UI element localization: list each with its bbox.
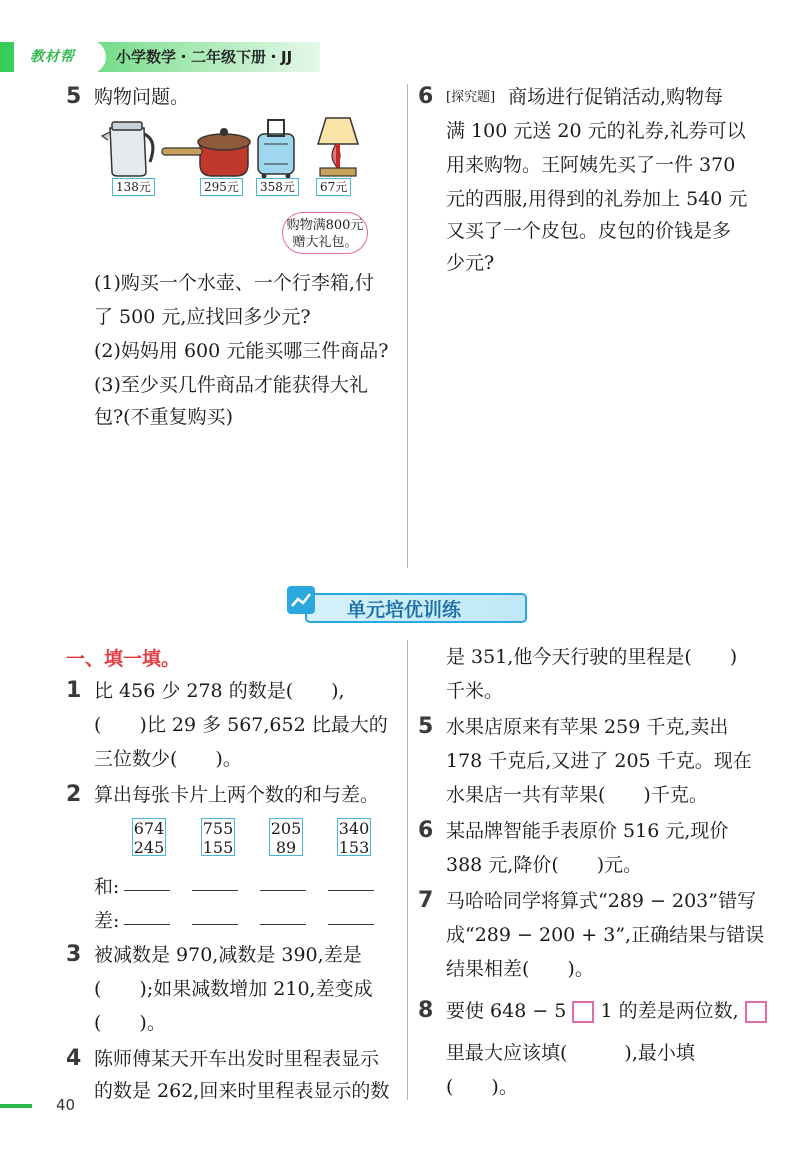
promo-bubble-line1: 购物满800元	[286, 218, 364, 233]
rq6-line-2: 388 元,降价( )元。	[446, 854, 643, 876]
part-one-title: 一、填一填。	[66, 648, 181, 670]
sum-blank-3[interactable]	[260, 890, 306, 891]
q6-line-4: 又买了一个皮包。皮包的价钱是多	[446, 220, 732, 242]
rq8-text-b: 1 的差是两位数,	[600, 1000, 739, 1022]
rq7-line-1: 马哈哈同学将算式“289 − 203”错写	[446, 890, 756, 912]
sum-blank-4[interactable]	[328, 890, 374, 891]
suitcase-icon	[258, 120, 294, 179]
q5-title: 购物问题。	[94, 86, 190, 108]
rq7-line-2: 成“289 − 200 + 3”,正确结果与错误	[446, 924, 765, 946]
footer-bar	[0, 1104, 32, 1108]
card-4-top: 340	[338, 819, 370, 838]
column-divider-bottom	[407, 640, 408, 1100]
kettle-icon	[102, 122, 153, 176]
rq6-line-1: 某品牌智能手表原价 516 元,现价	[446, 820, 729, 842]
promo-bubble	[282, 212, 368, 254]
price-tag-kettle: 138元	[112, 178, 155, 196]
number-card-2	[201, 818, 235, 856]
lq1-line-1: 比 456 少 278 的数是( ),	[94, 680, 345, 702]
diff-blank-2[interactable]	[192, 924, 238, 925]
card-1-bottom: 245	[133, 838, 165, 857]
q5-line-4: (3)至少买几件商品才能获得大礼	[94, 374, 368, 396]
header-title: 小学数学・二年级下册・JJ	[116, 48, 293, 66]
rq4-cont-line-2: 千米。	[446, 680, 504, 702]
q6-line-5: 少元?	[446, 252, 495, 274]
section-banner-title: 单元培优训练	[347, 599, 462, 621]
q5-line-1: (1)购买一个水壶、一个行李箱,付	[94, 272, 374, 294]
diff-label: 差:	[94, 910, 120, 932]
promo-bubble-line2: 赠大礼包。	[292, 235, 358, 250]
sum-blank-2[interactable]	[192, 890, 238, 891]
q6-number: 6	[418, 84, 434, 109]
section-banner	[287, 586, 527, 626]
lq1-line-3: 三位数少( )。	[94, 748, 242, 770]
lq3-number: 3	[66, 942, 82, 967]
diff-blank-3[interactable]	[260, 924, 306, 925]
rq6-number: 6	[418, 818, 434, 843]
header-tag-label: 教材帮	[30, 49, 75, 65]
header-tag	[14, 40, 106, 74]
pot-icon	[162, 128, 250, 176]
rq8-number: 8	[418, 998, 434, 1023]
lq3-line-1: 被减数是 970,减数是 390,差是	[94, 944, 362, 966]
card-4-bottom: 153	[338, 838, 370, 857]
rq5-line-1: 水果店原来有苹果 259 千克,卖出	[446, 716, 729, 738]
trend-chart-icon	[287, 586, 315, 614]
rq7-line-3: 结果相差( )。	[446, 958, 594, 980]
rq8-line-3: ( )。	[446, 1076, 518, 1098]
price-tag-suitcase: 358元	[256, 178, 299, 196]
lq4-number: 4	[66, 1046, 82, 1071]
card-1-top: 674	[133, 819, 165, 838]
lq4-line-2: 的数是 262,回来时里程表显示的数	[94, 1080, 390, 1102]
card-3-bottom: 89	[275, 838, 297, 857]
lq4-line-1: 陈师傅某天开车出发时里程表显示	[94, 1048, 380, 1070]
diff-blank-1[interactable]	[124, 924, 170, 925]
q5-number: 5	[66, 84, 82, 109]
lamp-icon	[318, 118, 358, 176]
number-card-3	[269, 818, 303, 856]
rq5-number: 5	[418, 714, 434, 739]
rq5-line-3: 水果店一共有苹果( )千克。	[446, 784, 708, 806]
number-card-4	[337, 818, 371, 856]
lq2-number: 2	[66, 782, 82, 807]
lq3-line-2: ( );如果减数增加 210,差变成	[94, 978, 373, 1000]
sum-blank-1[interactable]	[124, 890, 170, 891]
diff-blank-4[interactable]	[328, 924, 374, 925]
products-illustration	[100, 114, 390, 180]
page-number: 40	[56, 1096, 76, 1114]
digit-box-1[interactable]	[572, 1001, 594, 1023]
q5-line-3: (2)妈妈用 600 元能买哪三件商品?	[94, 340, 389, 362]
rq8-text-a: 要使 648 − 5	[446, 1000, 567, 1022]
rq5-line-2: 178 千克后,又进了 205 千克。现在	[446, 750, 752, 772]
lq1-number: 1	[66, 678, 82, 703]
rq8-line-2: 里最大应该填( ),最小填	[446, 1042, 695, 1064]
q6-line-3: 元的西服,用得到的礼券加上 540 元	[446, 188, 748, 210]
column-divider-top	[407, 84, 408, 568]
digit-box-2[interactable]	[745, 1001, 767, 1023]
lq3-line-3: ( )。	[94, 1012, 166, 1034]
q6-line-2: 用来购物。王阿姨先买了一件 370	[446, 154, 736, 176]
q5-line-5: 包?(不重复购买)	[94, 406, 234, 428]
sum-label: 和:	[94, 876, 120, 898]
number-card-1	[132, 818, 166, 856]
q5-line-2: 了 500 元,应找回多少元?	[94, 306, 311, 328]
rq8-line-1	[446, 994, 767, 1028]
card-3-top: 205	[270, 819, 302, 838]
q6-tag: [探究题]	[446, 90, 496, 105]
q6-first-line: 商场进行促销活动,购物每	[508, 86, 724, 108]
q6-line-1: 满 100 元送 20 元的礼券,礼券可以	[446, 120, 746, 142]
card-2-top: 755	[202, 819, 234, 838]
price-tag-lamp: 67元	[316, 178, 351, 196]
price-tag-pot: 295元	[200, 178, 243, 196]
lq1-line-2: ( )比 29 多 567,652 比最大的	[94, 714, 388, 736]
rq4-cont-line-1: 是 351,他今天行驶的里程是( )	[446, 646, 738, 668]
card-2-bottom: 155	[202, 838, 234, 857]
rq7-number: 7	[418, 888, 434, 913]
lq2-text: 算出每张卡片上两个数的和与差。	[94, 784, 380, 806]
